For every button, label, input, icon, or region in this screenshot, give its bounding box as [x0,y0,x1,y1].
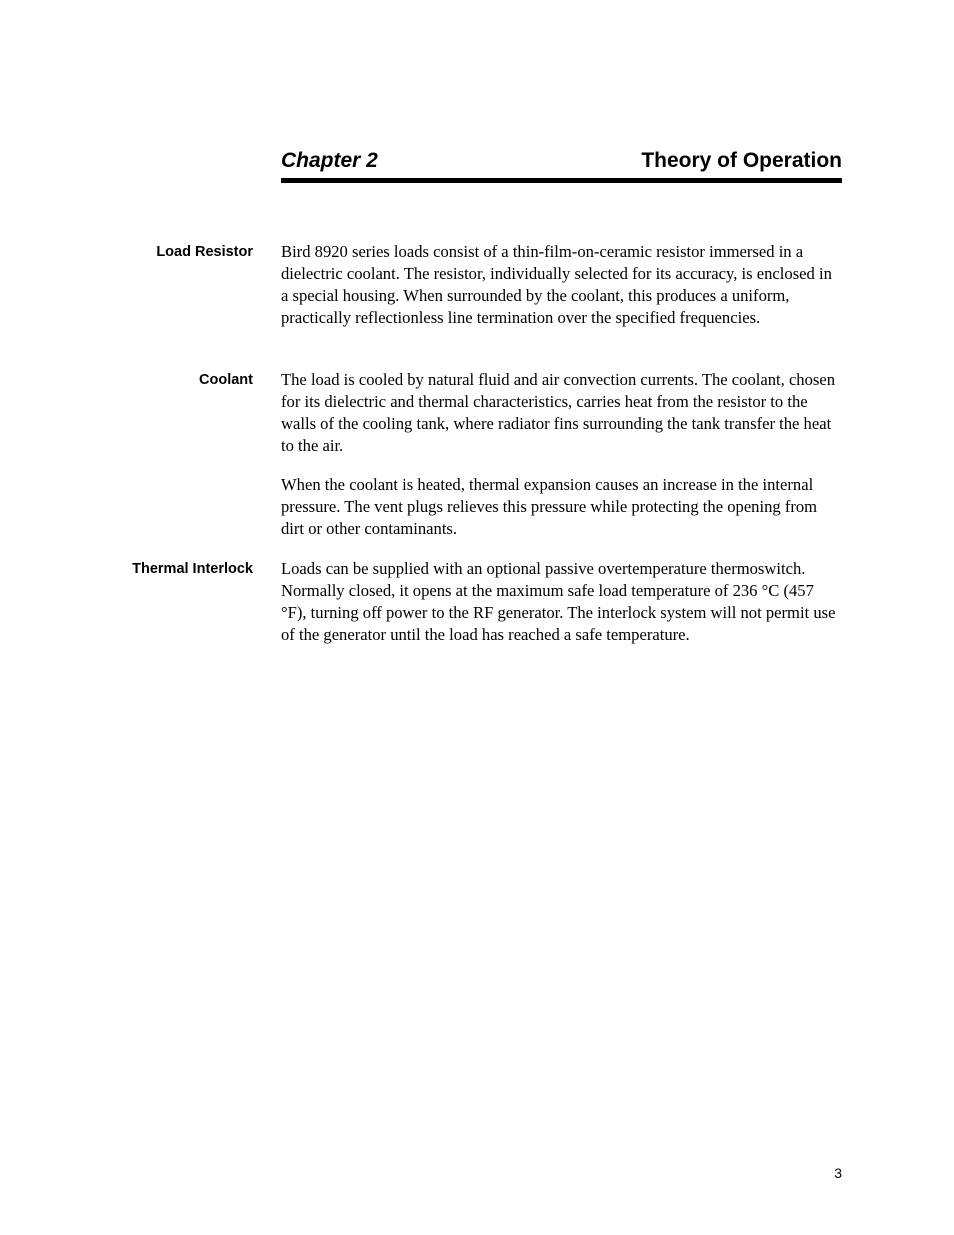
section-paragraph: Loads can be supplied with an optional passive overtemperature thermoswitch. Normally closed, it opens at the maximum safe load temperature of 236 °C (457 °F), turning off power to the RF generator. The interlock system will not permit use of the generator until the load has reached a safe temperature. [281,559,836,644]
section-paragraph: When the coolant is heated, thermal expansion causes an increase in the internal pressure. The vent plugs relieves this pressure while protecting the opening from dirt or other contaminants. [281,475,818,538]
section-heading: Load Resistor [156,244,253,260]
section-paragraph: Bird 8920 series loads consist of a thin-film-on-ceramic resistor immersed in a dielectric coolant. The resistor, individually selected for its accuracy, is enclosed in a special housing. When surrounded by the coolant, this produces a uniform, practically reflectionless line termination over the specified frequencies. [281,242,832,327]
chapter-label: Chapter 2 [281,149,378,172]
chapter-title: Theory of Operation [641,149,842,172]
section-paragraph: The load is cooled by natural fluid and air convection currents. The coolant, chosen for its dielectric and thermal characteristics, carries heat from the resistor to the walls of the cooling tank, where radiator fins surrounding the tank transfer the heat to the air. [281,370,836,455]
section-heading: Coolant [199,372,253,388]
section-heading: Thermal Interlock [132,561,253,577]
page-number: 3 [834,1165,842,1181]
chapter-rule [281,178,842,183]
